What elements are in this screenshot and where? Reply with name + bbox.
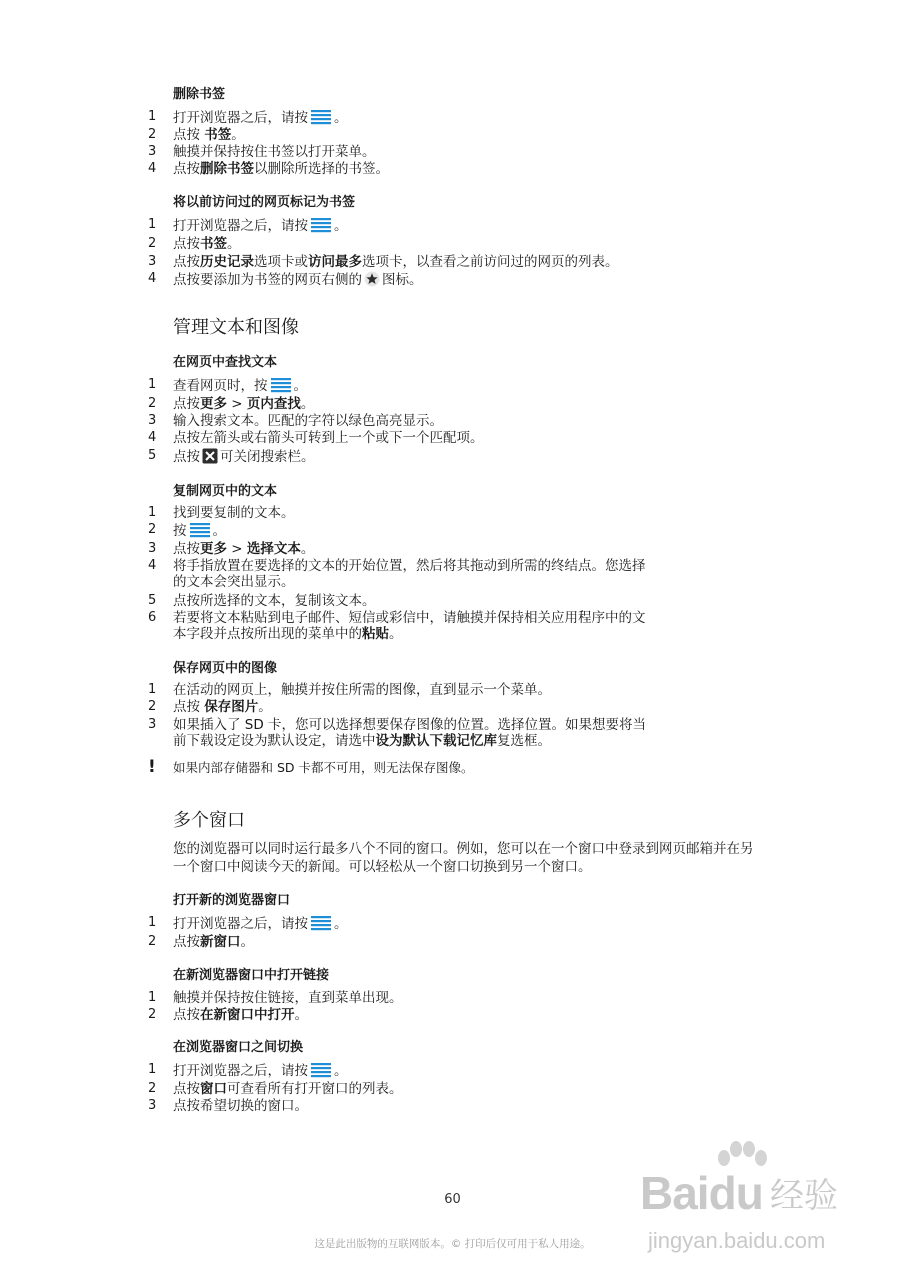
menu-icon — [270, 377, 292, 397]
step-text: 点按要添加为书签的网页右侧的 — [173, 272, 362, 288]
step-text: 打开浏览器之后，请按 — [173, 916, 308, 932]
step-number: 1 — [148, 377, 157, 392]
ui-term: 书签 — [200, 236, 227, 252]
step-text: 。 — [231, 127, 245, 143]
step-text: 。 — [212, 523, 226, 539]
page-number: 60 — [444, 1192, 461, 1207]
step-text: 前下载设定设为默认设定，请选中 — [173, 733, 376, 749]
menu-icon — [310, 915, 332, 935]
ui-term: 删除书签 — [200, 161, 254, 177]
step-text: 。 — [300, 396, 315, 412]
step-text: 点按左箭头或右箭头可转到上一个或下一个匹配项。 — [173, 430, 484, 446]
baidu-logo-cn: 经验 — [770, 1176, 838, 1216]
step-number: 4 — [148, 558, 157, 573]
step-text: 可关闭搜索栏。 — [220, 449, 315, 465]
step-text: 若要将文本粘贴到电子邮件、短信或彩信中，请触摸并保持相关应用程序中的文 — [173, 610, 646, 626]
ui-term: 更多 — [200, 541, 227, 557]
section-title-save-image: 保存网页中的图像 — [173, 661, 278, 676]
step-text: 在活动的网页上，触摸并按住所需的图像，直到显示一个菜单。 — [173, 682, 551, 698]
watermark-url: jingyan.baidu.com — [648, 1228, 826, 1253]
step-number: 3 — [148, 413, 157, 428]
heading-multiple-windows: 多个窗口 — [173, 810, 245, 831]
step-text: 查看网页时，按 — [173, 378, 268, 394]
ui-term: 窗口 — [200, 1081, 227, 1097]
step-number: 3 — [148, 1098, 157, 1113]
ui-term: 粘贴 — [362, 626, 389, 642]
step-number: 4 — [148, 271, 157, 286]
step-number: 1 — [148, 682, 157, 697]
step-number: 1 — [148, 990, 157, 1005]
step-text: 选项卡或 — [254, 254, 308, 270]
step-number: 2 — [148, 1007, 157, 1022]
section-title-copy-text: 复制网页中的文本 — [173, 484, 278, 499]
ui-term: 选择文本 — [246, 541, 301, 557]
step-number: 1 — [148, 109, 157, 124]
ui-term: 设为默认下载记忆库 — [375, 733, 497, 749]
ui-term: 历史记录 — [200, 254, 254, 270]
menu-icon — [310, 109, 332, 129]
step-text: 。 — [294, 1007, 308, 1023]
step-number: 2 — [148, 127, 157, 142]
section-title-open-link-new-window: 在新浏览器窗口中打开链接 — [173, 968, 330, 983]
step-text: 点按 — [173, 449, 200, 465]
step-text: 触摸并保持按住链接，直到菜单出现。 — [173, 990, 403, 1006]
step-text: 。 — [334, 916, 348, 932]
menu-icon — [310, 217, 332, 237]
step-text: 点按所选择的文本，复制该文本。 — [173, 593, 376, 609]
section-title-bookmark-history: 将以前访问过的网页标记为书签 — [173, 195, 356, 210]
step-number: 3 — [148, 541, 157, 556]
step-number: 2 — [148, 1081, 157, 1096]
section-title-open-window: 打开新的浏览器窗口 — [173, 893, 291, 908]
step-number: 2 — [148, 522, 157, 537]
step-number: 1 — [148, 1062, 157, 1077]
step-text: 将手指放置在要选择的文本的开始位置，然后将其拖动到所需的终结点。您选择 — [173, 558, 646, 574]
step-text: 点按 — [173, 127, 205, 143]
ui-term: 在新窗口中打开 — [200, 1007, 295, 1023]
step-number: 4 — [148, 161, 157, 176]
step-text: 。 — [334, 1063, 348, 1079]
step-number: 2 — [148, 699, 157, 714]
ui-term: 保存图片 — [204, 699, 259, 715]
ui-term: 访问最多 — [308, 254, 362, 270]
step-number: 1 — [148, 217, 157, 232]
step-text: 。 — [240, 934, 254, 950]
step-text: 。 — [334, 218, 348, 234]
step-text: 。 — [334, 110, 348, 126]
step-text: 如果插入了 SD 卡，您可以选择想要保存图像的位置。选择位置。如果想要将当 — [173, 717, 647, 733]
step-text: 复选框。 — [497, 733, 551, 749]
step-text: > — [227, 396, 247, 412]
step-text: 按 — [173, 523, 187, 539]
step-number: 6 — [148, 610, 157, 625]
step-text: > — [227, 541, 247, 557]
section-title-delete-bookmark: 删除书签 — [173, 87, 226, 102]
heading-manage-text-images: 管理文本和图像 — [173, 317, 299, 338]
step-text: 选项卡，以查看之前访问过的网页的列表。 — [362, 254, 619, 270]
section-title-find-text: 在网页中查找文本 — [173, 355, 278, 370]
ui-term: 书签 — [204, 127, 232, 143]
step-text: 点按 — [173, 396, 200, 412]
step-text: 触摸并保持按住书签以打开菜单。 — [173, 144, 376, 160]
step-number: 2 — [148, 934, 157, 949]
step-text: 点按 — [173, 699, 205, 715]
step-text: 打开浏览器之后，请按 — [173, 218, 308, 234]
windows-intro-paragraph: 您的浏览器可以同时运行最多八个不同的窗口。例如，您可以在一个窗口中登录到网页邮箱并在另一个窗口中阅读今天的新闻。可以轻松从一个窗口切换到另一个窗口。 — [173, 841, 754, 875]
step-number: 1 — [148, 505, 157, 520]
step-text: 图标。 — [382, 272, 423, 288]
step-text: 找到要复制的文本。 — [173, 505, 295, 521]
step-number: 5 — [148, 593, 157, 608]
ui-term: 新窗口 — [200, 934, 241, 950]
ui-term: 更多 — [200, 396, 227, 412]
step-text: 点按 — [173, 934, 200, 950]
step-text: 点按 — [173, 254, 200, 270]
step-text: 点按 — [173, 1007, 200, 1023]
star-icon — [364, 271, 380, 291]
step-text: 本字段并点按所出现的菜单中的 — [173, 626, 362, 642]
step-text: 输入搜索文本。匹配的字符以绿色高亮显示。 — [173, 413, 443, 429]
ui-term: 页内查找 — [246, 396, 301, 412]
step-text: 打开浏览器之后，请按 — [173, 1063, 308, 1079]
step-number: 1 — [148, 915, 157, 930]
step-number: 3 — [148, 254, 157, 269]
baidu-logo-text: Baidu — [640, 1167, 763, 1219]
section-title-switch-windows: 在浏览器窗口之间切换 — [173, 1040, 304, 1055]
step-text: 的文本会突出显示。 — [173, 574, 295, 590]
close-icon — [202, 448, 218, 468]
step-text: 。 — [227, 236, 241, 252]
note-text: 如果内部存储器和 SD 卡都不可用，则无法保存图像。 — [173, 760, 474, 775]
step-number: 5 — [148, 448, 157, 463]
step-text: 点按 — [173, 541, 200, 557]
step-text: 点按 — [173, 1081, 200, 1097]
step-number: 2 — [148, 236, 157, 251]
step-text: 打开浏览器之后，请按 — [173, 110, 308, 126]
step-text: 点按 — [173, 161, 200, 177]
step-text: 点按希望切换的窗口。 — [173, 1098, 308, 1114]
step-text: 可查看所有打开窗口的列表。 — [227, 1081, 403, 1097]
step-number: 3 — [148, 717, 157, 732]
step-text: 。 — [389, 626, 403, 642]
step-number: 2 — [148, 396, 157, 411]
exclamation-icon: ! — [148, 757, 156, 777]
step-text: 以删除所选择的书签。 — [254, 161, 389, 177]
step-text: 。 — [258, 699, 272, 715]
footer-note: 这是此出版物的互联网版本。© 打印后仅可用于私人用途。 — [314, 1238, 591, 1250]
step-text: 。 — [300, 541, 315, 557]
menu-icon — [189, 522, 211, 542]
menu-icon — [310, 1062, 332, 1082]
step-number: 4 — [148, 430, 157, 445]
step-text: 。 — [293, 378, 307, 394]
step-number: 3 — [148, 144, 157, 159]
step-text: 点按 — [173, 236, 200, 252]
